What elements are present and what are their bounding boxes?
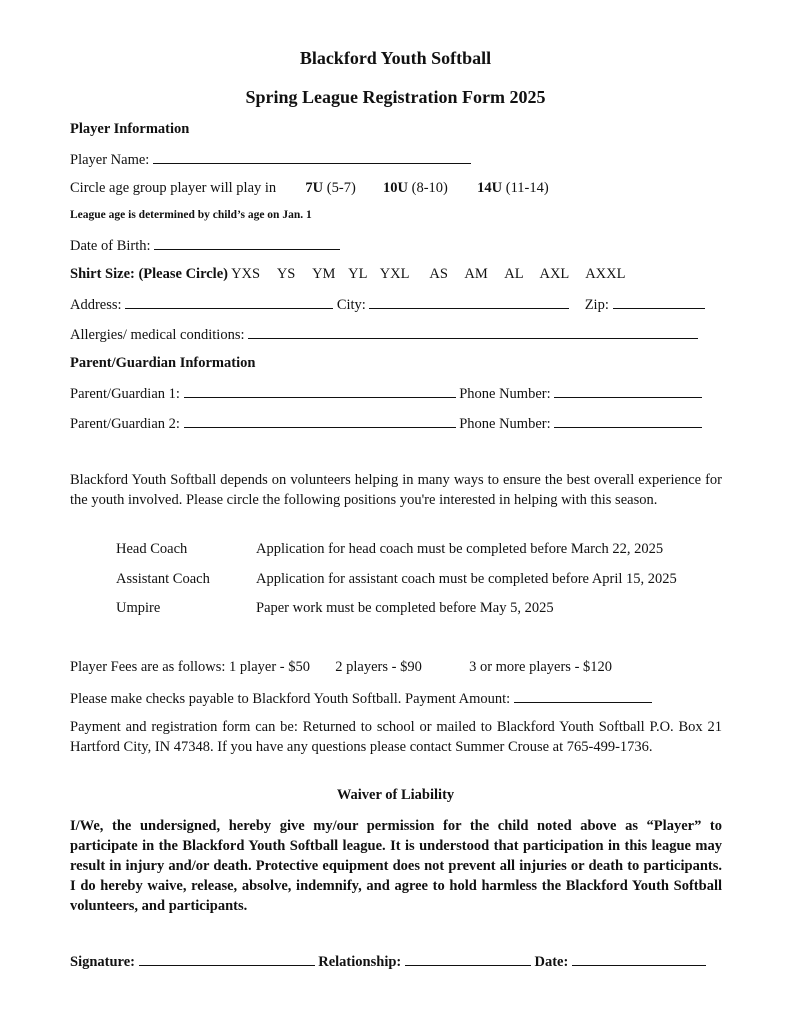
shirt-size-option[interactable]: YXS: [231, 266, 261, 282]
guardian1-row: [70, 383, 702, 403]
shirt-size-option[interactable]: AXL: [539, 266, 569, 282]
guardian-info-heading: Parent/Guardian Information: [70, 355, 256, 371]
volunteer-note-head-coach: Application for head coach must be completed before March 22, 2025: [256, 541, 664, 557]
shirt-size-row: [70, 265, 625, 283]
guardian1-phone-field[interactable]: [554, 383, 702, 398]
zip-label: Zip:: [584, 297, 609, 313]
city-field[interactable]: [369, 294, 569, 309]
address-row: [70, 294, 705, 314]
volunteer-role-head-coach[interactable]: Head Coach: [116, 541, 188, 557]
age-group-row: [70, 179, 549, 197]
guardian1-label: Parent/Guardian 1:: [70, 386, 180, 402]
age-group-option-7u[interactable]: 7U (5-7): [305, 180, 356, 196]
signature-row: [70, 951, 706, 971]
player-info-heading: Player Information: [70, 121, 190, 137]
dob-label: Date of Birth:: [70, 238, 151, 254]
age-group-prompt: Circle age group player will play in: [70, 180, 277, 196]
league-age-note: League age is determined by child’s age on Jan. 1: [70, 209, 312, 221]
guardian1-phone-label: Phone Number:: [459, 386, 551, 402]
shirt-size-option[interactable]: AL: [504, 266, 524, 282]
zip-field[interactable]: [613, 294, 705, 309]
form-subtitle: Spring League Registration Form 2025: [245, 87, 546, 107]
city-label: City:: [336, 297, 366, 313]
payment-row: [70, 688, 652, 708]
guardian2-field[interactable]: [184, 413, 456, 428]
volunteer-note-assistant-coach: Application for assistant coach must be completed before April 15, 2025: [256, 571, 677, 587]
volunteer-note-umpire: Paper work must be completed before May 5, 2025: [256, 600, 554, 616]
date-field[interactable]: [572, 951, 706, 966]
age-group-option-14u[interactable]: 14U (11-14): [477, 180, 549, 196]
address-field[interactable]: [125, 294, 333, 309]
shirt-size-option[interactable]: YM: [312, 266, 336, 282]
relationship-field[interactable]: [405, 951, 531, 966]
signature-label: Signature:: [70, 954, 135, 970]
age-group-option-10u[interactable]: 10U (8-10): [383, 180, 448, 196]
volunteer-role-umpire[interactable]: Umpire: [116, 600, 161, 616]
shirt-size-option[interactable]: YS: [276, 266, 296, 282]
form-title: Blackford Youth Softball: [299, 48, 492, 68]
guardian2-phone-field[interactable]: [554, 413, 702, 428]
player-name-field[interactable]: [153, 149, 471, 164]
relationship-label: Relationship:: [318, 954, 402, 970]
signature-field[interactable]: [139, 951, 315, 966]
fees-two-players: 2 players - $90: [335, 659, 422, 675]
guardian2-phone-label: Phone Number:: [459, 416, 551, 432]
dob-field[interactable]: [154, 235, 340, 250]
shirt-size-option[interactable]: YL: [348, 266, 367, 282]
guardian1-field[interactable]: [184, 383, 456, 398]
waiver-text: I/We, the undersigned, hereby give my/our permission for the child noted above as “Player” to participate in the Blackford Youth Softball league. It is understood that participation in this league may result in injury and/or death. Protective equipment does not prevent all injuries or death to participants. I do hereby waive, release, absolve, indemnify, and agree to hold harmless the Blackford Youth Softball volunteers, and participants.: [70, 818, 722, 914]
shirt-size-option[interactable]: YXL: [379, 266, 409, 282]
payment-amount-field[interactable]: [514, 688, 652, 703]
player-name-row: [70, 149, 471, 169]
guardian2-label: Parent/Guardian 2:: [70, 416, 180, 432]
player-name-label: Player Name:: [70, 152, 150, 168]
shirt-size-option[interactable]: AXXL: [585, 266, 626, 282]
date-label: Date:: [534, 954, 569, 970]
dob-row: [70, 235, 340, 255]
fees-three-plus: 3 or more players - $120: [469, 659, 613, 675]
allergies-label: Allergies/ medical conditions:: [70, 327, 245, 343]
checks-label: Please make checks payable to Blackford Youth Softball. Payment Amount:: [70, 691, 511, 707]
return-instructions: Payment and registration form can be: Returned to school or mailed to Blackford Youth Softball P.O. Box 21 Hartford City, IN 47348. If you have any questions please contact Summer Crouse at 765-499-1736.: [70, 719, 722, 755]
allergies-row: [70, 324, 698, 344]
waiver-heading: Waiver of Liability: [336, 787, 455, 803]
address-label: Address:: [70, 297, 122, 313]
fees-row: [70, 658, 612, 676]
volunteer-intro: Blackford Youth Softball depends on volunteers helping in many ways to ensure the best overall experience for the youth involved. Please circle the following positions you're interested in helping with this season.: [70, 472, 722, 508]
shirt-size-option[interactable]: AS: [429, 266, 448, 282]
fees-intro: Player Fees are as follows: 1 player - $50: [70, 659, 310, 675]
volunteer-role-assistant-coach[interactable]: Assistant Coach: [116, 571, 210, 587]
shirt-size-option[interactable]: AM: [464, 266, 488, 282]
guardian2-row: [70, 413, 702, 433]
shirt-size-label: Shirt Size: (Please Circle): [70, 266, 228, 282]
allergies-field[interactable]: [248, 324, 698, 339]
